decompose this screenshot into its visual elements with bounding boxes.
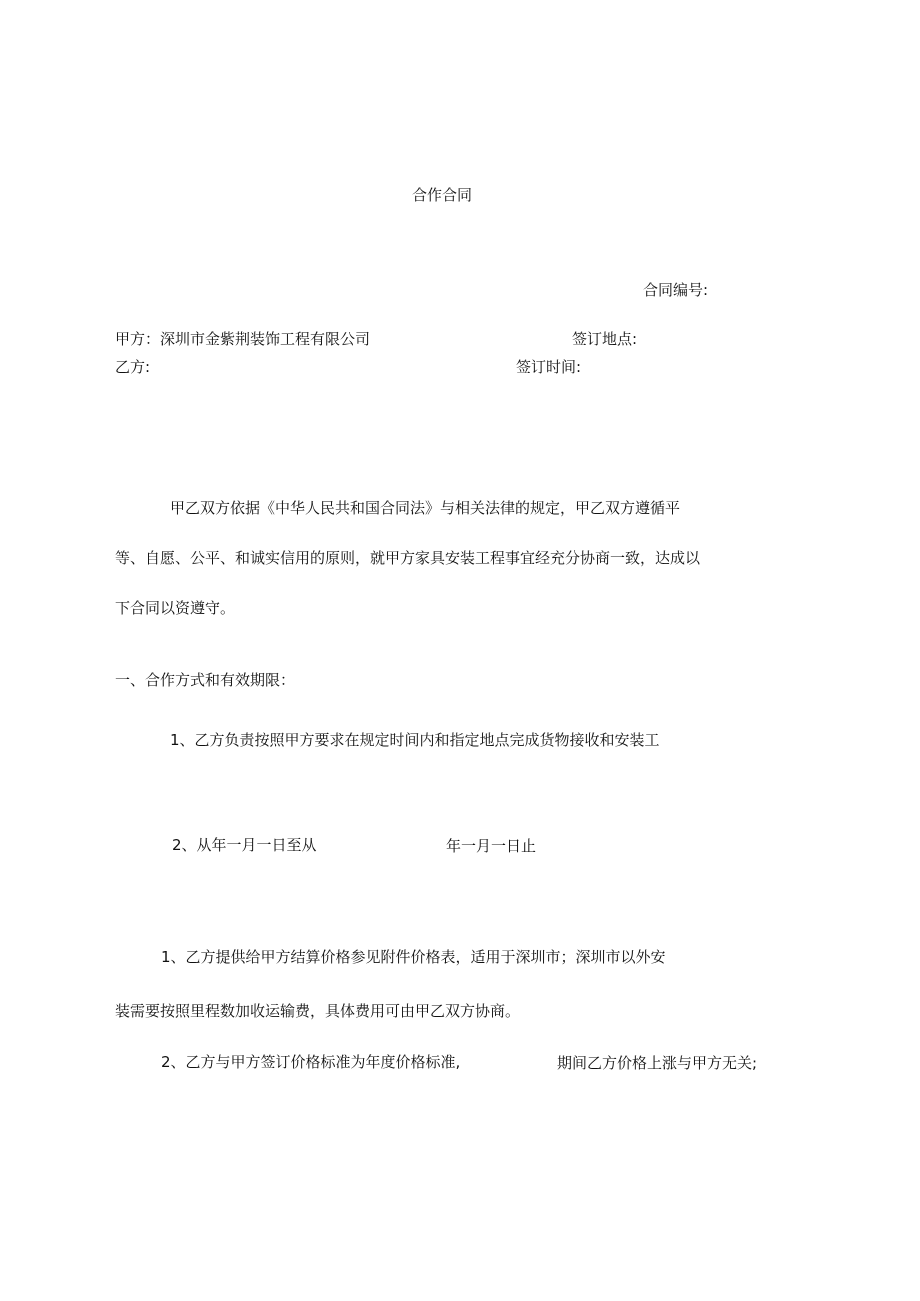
party-a: 甲方：深圳市金紫荆装饰工程有限公司	[115, 330, 371, 348]
intro-line-3: 下合同以资遵守。	[115, 599, 236, 617]
section-1-heading: 一、合作方式和有效期限：	[115, 671, 296, 689]
contract-number-label: 合同编号:	[643, 281, 709, 299]
section-1-item-2-start: 2、从年一月一日至从	[172, 836, 317, 854]
section-2-item-2-part-2: 期间乙方价格上涨与甲方无关;	[557, 1054, 758, 1072]
party-b: 乙方:	[115, 358, 151, 376]
intro-line-1: 甲乙双方依据《中华人民共和国合同法》与相关法律的规定，甲乙双方遵循平	[170, 499, 681, 517]
section-2-item-1-line-2: 装需要按照里程数加收运输费，具体费用可由甲乙双方协商。	[115, 1002, 521, 1020]
intro-line-2: 等、自愿、公平、和诚实信用的原则，就甲方家具安装工程事宜经充分协商一致，达成以	[115, 549, 701, 567]
document-title: 合作合同	[412, 186, 473, 204]
sign-place-label: 签订地点:	[572, 330, 638, 348]
section-2-item-2-part-1: 2、乙方与甲方签订价格标准为年度价格标准,	[161, 1053, 461, 1071]
section-2-item-1-line-1: 1、乙方提供给甲方结算价格参见附件价格表，适用于深圳市；深圳市以外安	[161, 948, 666, 966]
sign-time-label: 签订时间:	[516, 358, 582, 376]
section-1-item-2-end: 年一月一日止	[446, 837, 537, 855]
section-1-item-1: 1、乙方负责按照甲方要求在规定时间内和指定地点完成货物接收和安装工	[170, 731, 660, 749]
